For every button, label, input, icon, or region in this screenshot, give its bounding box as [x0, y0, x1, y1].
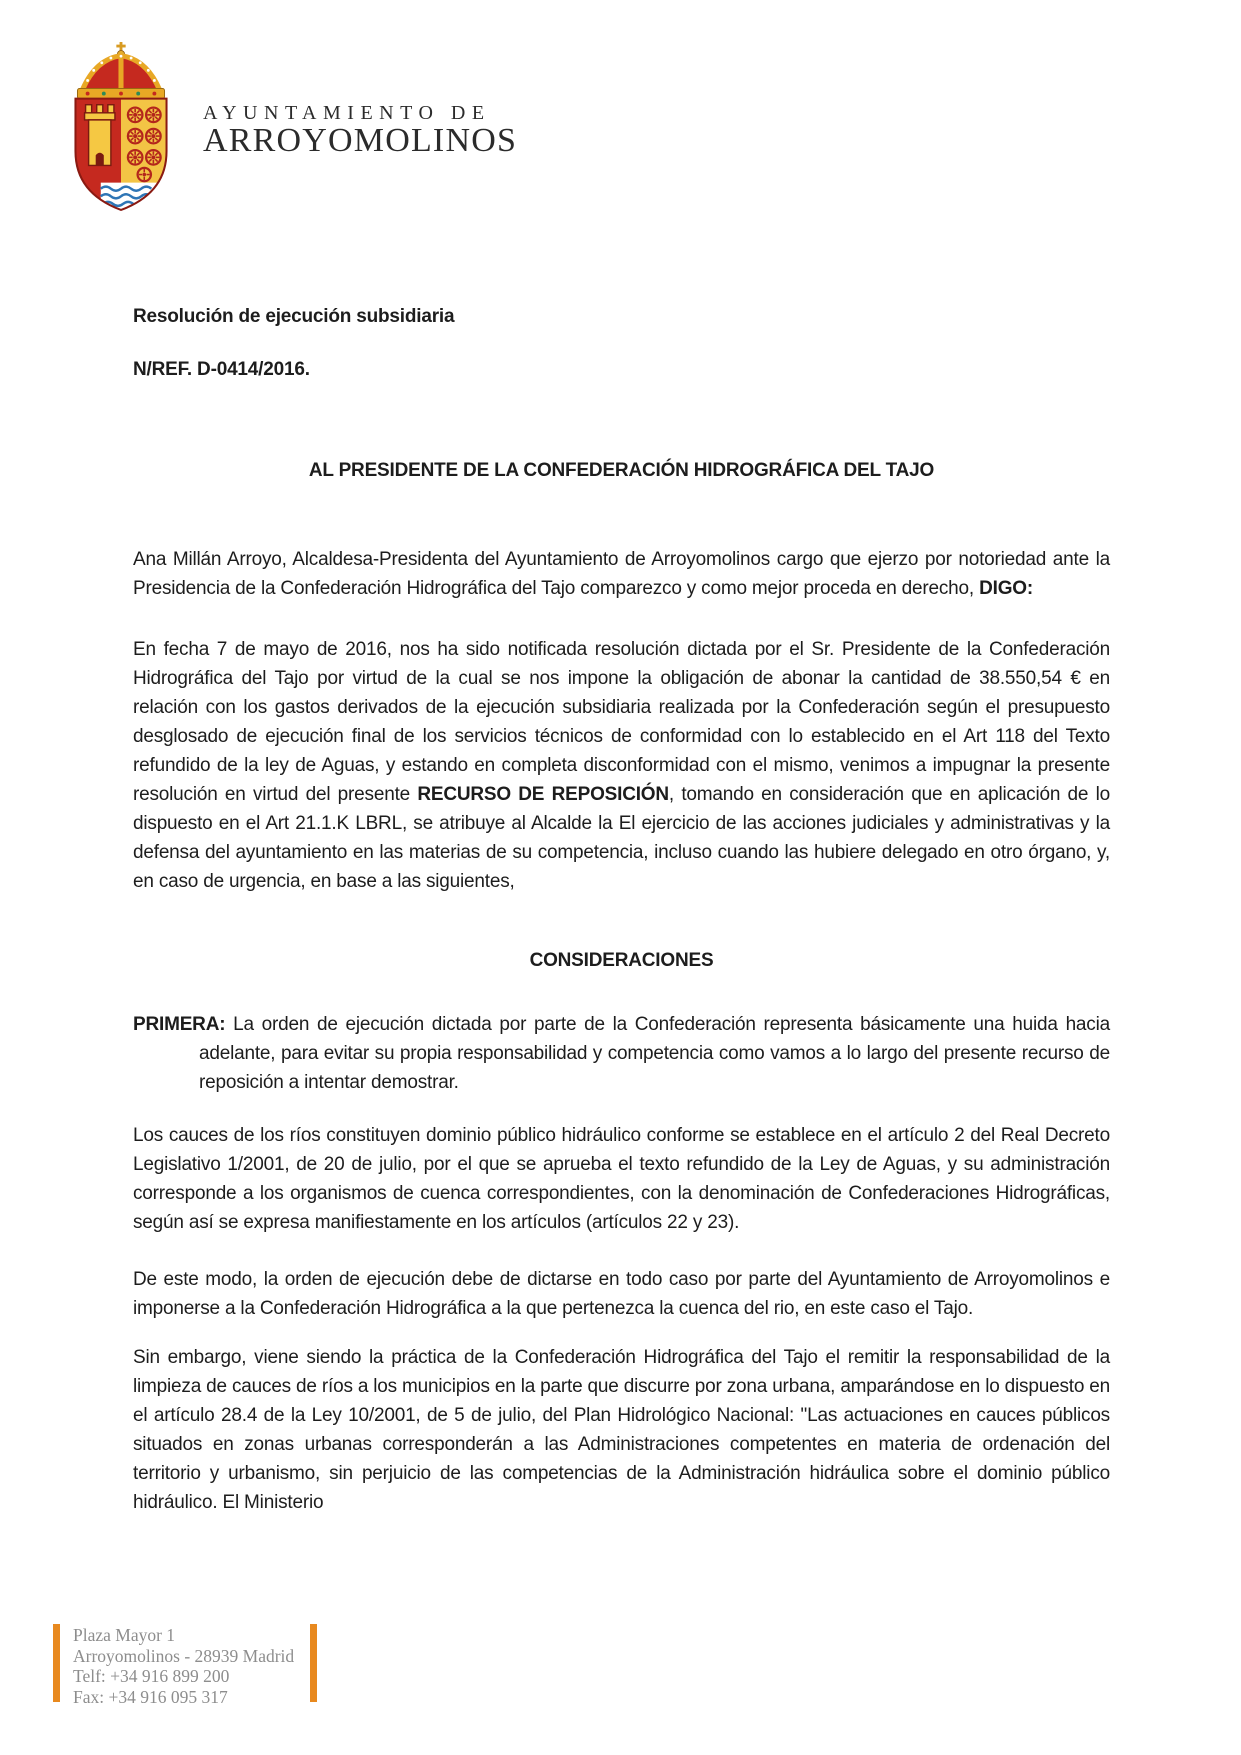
footer-address-block [53, 1624, 317, 1707]
considerations-heading: CONSIDERACIONES [529, 950, 714, 971]
footer-accent-bar-left [53, 1624, 60, 1702]
footer-contact-info [73, 1624, 297, 1707]
document-reference: N/REF. D-0414/2016. [133, 359, 310, 380]
footer-address-line2: Arroyomolinos - 28939 Madrid [73, 1645, 295, 1666]
org-name [203, 42, 517, 158]
footer-accent-bar-right [310, 1624, 317, 1702]
paragraph-sin-embargo: Sin embargo, viene siendo la práctica de la Confederación Hidrográfica del Tajo el remitir la responsabilidad de la limpieza de cauces de ríos a los municipios en la parte que discurre por zona urbana, amparándose en lo dispuesto en el artículo 28.4 de la Ley 10/2001, de 5 de julio, del Plan Hidrológico Nacional: "Las actuaciones en cauces públicos situados en zonas urbanas corresponderán a las Administraciones competentes en materia de ordenación del territorio y urbanismo, sin perjuicio de las competencias de la Administración hidráulica sobre el dominio público hidráulico. El Ministerio [133, 1347, 1111, 1513]
footer-phone: Telf: +34 916 899 200 [73, 1666, 230, 1686]
document-title: Resolución de ejecución subsidiaria [133, 306, 455, 327]
paragraph-de-este-modo: De este modo, la orden de ejecución debe de dictarse en todo caso por parte del Ayuntamiento de Arroyomolinos e imponerse a la Confederación Hidrográfica a la que pertenezca la cuenca del rio, en este caso el Tajo. [133, 1269, 1110, 1319]
addressee-heading: AL PRESIDENTE DE LA CONFEDERACIÓN HIDROGRÁFICA DEL TAJO [308, 460, 935, 481]
second-paragraph: En fecha 7 de mayo de 2016, nos ha sido notificada resolución dictada por el Sr. Presidente de la Confederación Hidrográfica del Tajo por virtud de la cual se nos impone la obligación de abonar la cantidad de 38.550,54 € en relación con los gastos derivados de la ejecución subsidiaria realizada por la Confederación según el presupuesto desglosado de ejecución final de los servicios técnicos de conformidad con lo establecido en el Art 118 del Texto refundido de la ley de Aguas, y estando en completa disconformidad con el mismo, venimos a impugnar la presente resolución en virtud del presente RECURSO DE REPOSICIÓN, tomando en consideración que en aplicación de lo dispuesto en el Art 21.1.K LBRL, se atribuye al Alcalde la El ejercicio de las acciones judiciales y administrativas y la defensa del ayuntamiento en las materias de su competencia, incluso cuando las hubiere delegado en otro órgano, y, en caso de urgencia, en base a las siguientes, [133, 639, 1110, 892]
footer-fax: Fax: +34 916 095 317 [73, 1686, 228, 1707]
org-name-line1: AYUNTAMIENTO DE [203, 102, 491, 124]
primera-paragraph: PRIMERA: La orden de ejecución dictada por parte de la Confederación representa básicamente una huida hacia adelante, para evitar su propia responsabilidad y competencia como vamos a lo largo del presente recurso de reposición a intentar demostrar. [133, 1014, 1110, 1093]
coat-of-arms-icon [55, 42, 187, 214]
org-name-line2: ARROYOMOLINOS [203, 122, 518, 159]
document-body [133, 302, 1110, 1517]
header-logo-block [55, 42, 517, 214]
footer-address-line1: Plaza Mayor 1 [73, 1625, 176, 1645]
intro-paragraph: Ana Millán Arroyo, Alcaldesa-Presidenta del Ayuntamiento de Arroyomolinos cargo que ejerzo por notoriedad ante la Presidencia de la Confederación Hidrográfica del Tajo comparezco y como mejor proceda en derecho, DIGO: [133, 549, 1110, 599]
paragraph-cauces: Los cauces de los ríos constituyen dominio público hidráulico conforme se establece en el artículo 2 del Real Decreto Legislativo 1/2001, de 20 de julio, por el que se aprueba el texto refundido de la Ley de Aguas, y su administración corresponde a los organismos de cuenca correspondientes, con la denominación de Confederaciones Hidrográficas, según así se expresa manifiestamente en los artículos (artículos 22 y 23). [133, 1125, 1110, 1233]
